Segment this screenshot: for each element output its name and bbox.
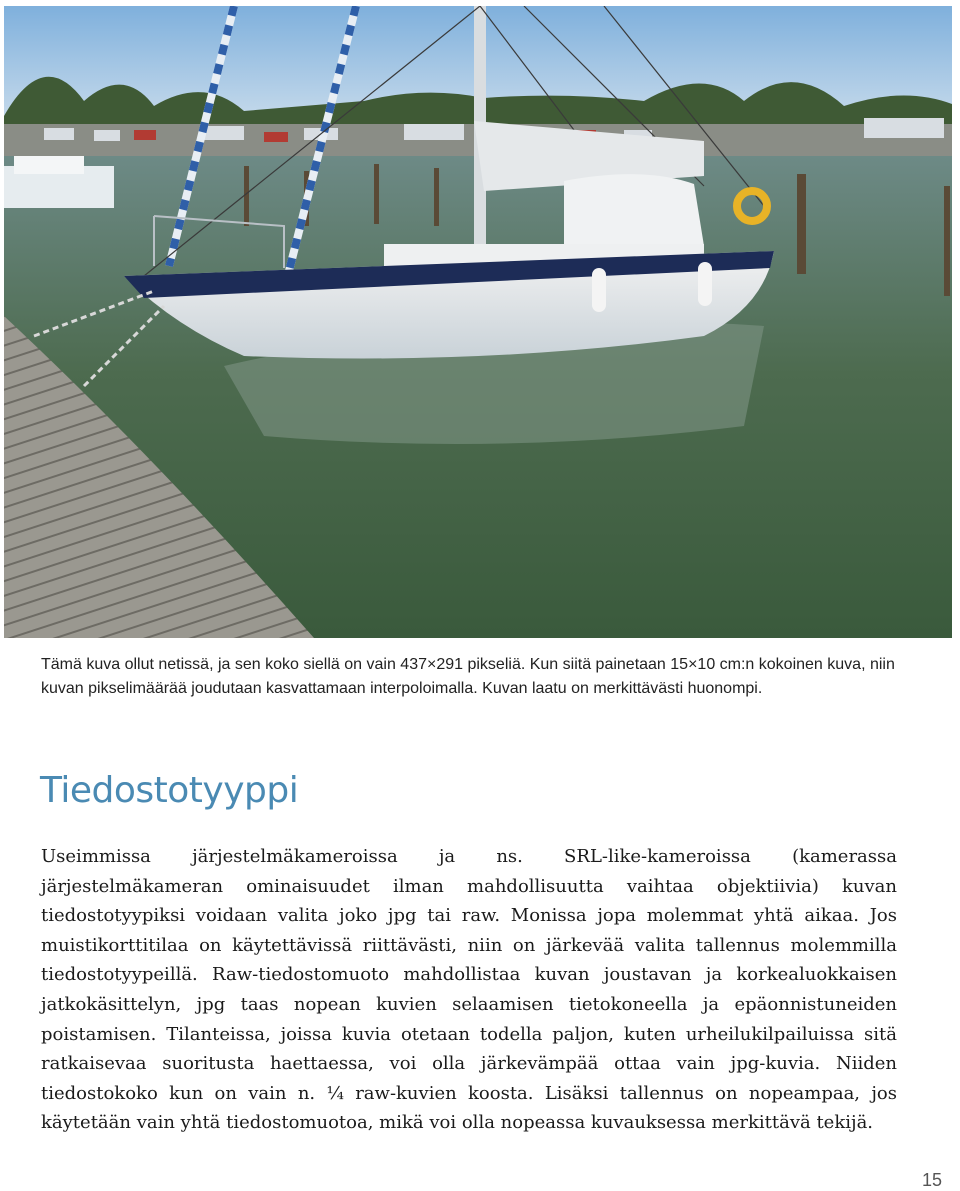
page-number: 15: [921, 1170, 942, 1190]
photo-caption: Tämä kuva ollut netissä, ja sen koko siellä on vain 437×291 pikseliä. Kun siitä painetaan 15×10 cm:n kokoinen kuva, niin kuvan pikselimäärää joudutaan kasvattamaan interpoloimalla. Kuvan laatu on merkittävästi huonompi.: [41, 656, 895, 697]
body-paragraph: Useimmissa järjestelmäkameroissa ja ns. SRL-like-kameroissa (kamerassa järjestelmäkameran ominaisuudet ilman mahdollisuutta vaihtaa objektiivia) kuvan tiedostotyypiksi voidaan valita joko jpg tai raw. Monissa jopa molemmat yhtä aikaa. Jos muistikorttitilaa on käytettävissä riittävästi, niin on järkevää valita tallennus molemmilla tiedostotyypeillä. Raw-tiedostomuoto mahdollistaa kuvan joustavan ja korkealuokkaisen jatkokäsittelyn, jpg taas nopean kuvien selaamisen tietokoneella ja epäonnistuneiden poistamisen. Tilanteissa, joissa kuvia otetaan todella paljon, kuten urheilukilpailuissa sitä ratkaisevaa suoritusta haettaessa, voi olla järkevämpää ottaa vain jpg-kuvia. Niiden tiedostokoko kun on vain n. ¼ raw-kuvien koosta. Lisäksi tallennus on nopeampaa, jos käytetään vain yhtä tiedostomuotoa, mikä voi olla nopeassa kuvauksessa merkittävä tekijä.: [41, 846, 897, 1134]
section-heading: Tiedostotyyppi: [40, 770, 299, 811]
sailboat-photo: [4, 6, 952, 638]
